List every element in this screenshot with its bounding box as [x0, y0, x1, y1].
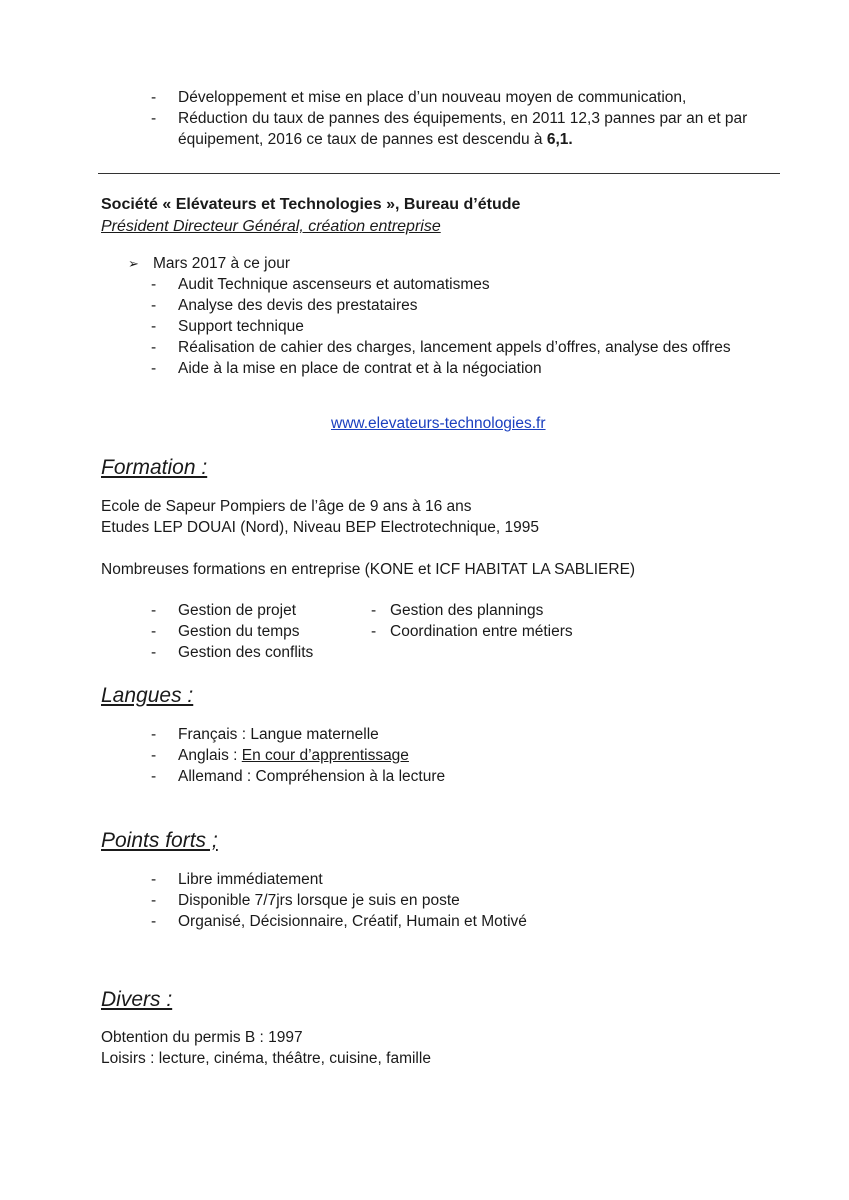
job-role: Président Directeur Général, création entreprise — [101, 218, 441, 235]
job-task: Support technique — [178, 318, 304, 335]
formation-line: Etudes LEP DOUAI (Nord), Niveau BEP Electrotechnique, 1995 — [101, 519, 539, 536]
language-name: Anglais : — [178, 747, 242, 764]
language-level: Langue maternelle — [250, 726, 379, 743]
previous-job-item-text: équipement, 2016 ce taux de pannes est descendu à — [178, 131, 547, 148]
skill-item: Gestion du temps — [178, 623, 300, 640]
dash-bullet: - — [371, 602, 377, 619]
previous-job-item: Réduction du taux de pannes des équipements, en 2011 12,3 pannes par an et par — [178, 110, 748, 127]
section-divider — [98, 173, 780, 174]
company-name: Société « Elévateurs et Technologies », Bureau d’étude — [101, 196, 521, 213]
dash-bullet: - — [151, 276, 157, 293]
dash-bullet: - — [151, 913, 157, 930]
dash-bullet: - — [151, 747, 157, 764]
job-task: Réalisation de cahier des charges, lancement appels d’offres, analyse des offres — [178, 339, 731, 356]
dash-bullet: - — [151, 623, 157, 640]
dash-bullet: - — [151, 110, 157, 127]
section-title-points-forts: Points forts ; — [101, 829, 218, 852]
divers-line: Loisirs : lecture, cinéma, théâtre, cuisine, famille — [101, 1050, 431, 1067]
skill-item: Gestion des conflits — [178, 644, 314, 661]
formation-line: Nombreuses formations en entreprise (KONE et ICF HABITAT LA SABLIERE) — [101, 561, 636, 578]
strength-item: Libre immédiatement — [178, 871, 323, 888]
job-period: Mars 2017 à ce jour — [153, 255, 290, 272]
language-level: En cour d’apprentissage — [241, 747, 409, 764]
job-task: Aide à la mise en place de contrat et à la négociation — [178, 360, 542, 377]
skill-item: Coordination entre métiers — [390, 623, 573, 640]
dash-bullet: - — [151, 768, 157, 785]
dash-bullet: - — [151, 89, 157, 106]
language-name: Allemand : — [178, 768, 256, 785]
language-item — [178, 768, 445, 786]
skill-item: Gestion de projet — [178, 602, 297, 619]
dash-bullet: - — [371, 623, 377, 640]
divers-line: Obtention du permis B : 1997 — [101, 1029, 303, 1046]
dash-bullet: - — [151, 318, 157, 335]
arrow-bullet-icon: ➢ — [128, 256, 139, 271]
skill-item: Gestion des plannings — [390, 602, 544, 619]
company-website-link[interactable]: www.elevateurs-technologies.fr — [331, 415, 546, 432]
section-title-formation: Formation : — [101, 456, 208, 479]
previous-job-item: Développement et mise en place d’un nouveau moyen de communication, — [178, 89, 687, 106]
dash-bullet: - — [151, 892, 157, 909]
job-task: Analyse des devis des prestataires — [178, 297, 418, 314]
section-title-langues: Langues : — [101, 684, 194, 707]
job-task: Audit Technique ascenseurs et automatismes — [178, 276, 490, 293]
strength-item: Organisé, Décisionnaire, Créatif, Humain et Motivé — [178, 913, 527, 930]
failure-rate-value: 6,1. — [546, 131, 573, 148]
language-item — [178, 726, 379, 744]
dash-bullet: - — [151, 644, 157, 661]
previous-job-item-cont — [178, 131, 573, 149]
dash-bullet: - — [151, 297, 157, 314]
language-name: Français : — [178, 726, 251, 743]
dash-bullet: - — [151, 726, 157, 743]
language-item — [178, 747, 409, 765]
dash-bullet: - — [151, 360, 157, 377]
dash-bullet: - — [151, 339, 157, 356]
strength-item: Disponible 7/7jrs lorsque je suis en poste — [178, 892, 460, 909]
language-level: Compréhension à la lecture — [255, 768, 446, 785]
formation-line: Ecole de Sapeur Pompiers de l’âge de 9 ans à 16 ans — [101, 498, 472, 515]
dash-bullet: - — [151, 602, 157, 619]
section-title-divers: Divers : — [101, 988, 173, 1011]
dash-bullet: - — [151, 871, 157, 888]
